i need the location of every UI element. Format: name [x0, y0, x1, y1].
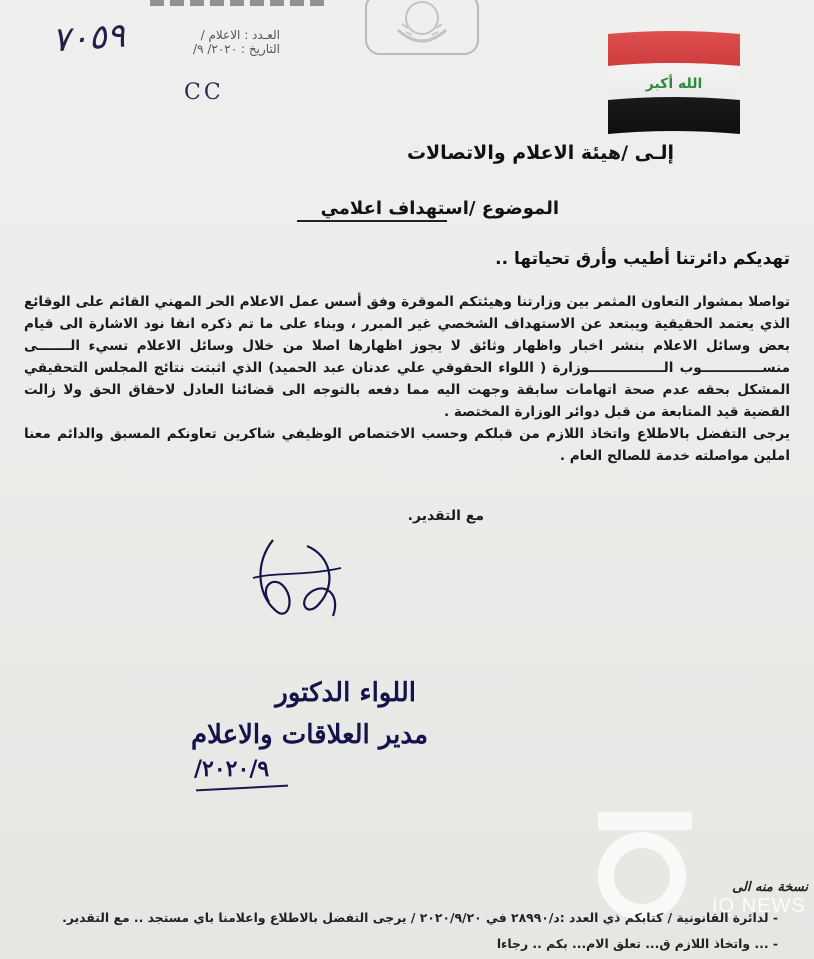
subject-line: الموضوع /استهداف اعلامي: [320, 198, 559, 219]
flag-inscription: الله أكبر: [645, 76, 703, 92]
copy-line-1: - لدائرة القانونية / كتابكم ذي العدد :د/٢٨٩٩٠ في ٢٠٢٠/٩/٢٠ / يرجى التفضل بالاطلاع واعلامنا باي مستجد .. مع التقدير.: [62, 910, 778, 925]
addressee: إلـى /هيئة الاعلام والاتصالات: [406, 142, 674, 164]
signature-date: ٢٠٢٠/٩/: [194, 756, 270, 782]
ministry-emblem-icon: [362, 0, 482, 58]
document-date-label: التاريخ : ٢٠٢٠/ ٩/: [193, 42, 280, 56]
handwritten-number: ٧٠٥٩: [50, 15, 127, 61]
body-paragraph-1: تواصلا بمشوار التعاون المثمر بين وزارتنا وهيئتكم الموقرة وفق أسس عمل الاعلام الحر المهني القائم على الوقائع الذي يعتمد الحقيقية ويبتعد عن الاستهداف الشخصي غير المبرر ، وبناء على ما تم ذكره انفا نود الاشارة الى قيام بعض وسائل الاعلام بنشر اخبار واظهار وثائق لا يجوز اظهارها اصلا من خلال وسائل الاعلام تسيء الـــــــى منســـــــــــــوب الــــــــــــــــوزارة ( اللواء الحقوقي علي عدنان عبد الحميد) الذي اثبتت نتائج المجلس التحقيقي المشكل بحقه عدم صحة اتهامات سابقة وجهت اليه مما دفعه بالتوجه الى قضائنا العادل لاحقاق الحق ولا زالت القضية قيد المتابعة من قبل دوائر الوزارة المختصة .: [24, 294, 790, 420]
body-paragraph-2: يرجى التفضل بالاطلاع واتخاذ اللازم من قبلكم وحسب الاختصاص الوظيفي شاكرين تعاونكم المسبق والدائم معنا املين مواصلته خدمة للصالح العام .: [24, 426, 790, 464]
copies-heading: نسخة منه الى: [732, 880, 808, 895]
copy-line-2: - ... واتخاذ اللازم ق... تعلق الام... بكم .. رجاءا: [496, 936, 778, 951]
letter-body: [24, 291, 790, 467]
iraq-flag-icon: [608, 30, 740, 134]
greeting: تهديكم دائرتنا أطيب وأرق تحياتها ..: [495, 249, 790, 269]
closing-phrase: مع التقدير.: [407, 508, 484, 524]
signatory-title: مدير العلاقات والاعلام: [190, 720, 428, 750]
signature-date-underline: [196, 785, 288, 792]
handwritten-cc: CC: [184, 80, 224, 105]
subject-underline: [297, 220, 447, 222]
watermark-text: IQ NEWS: [712, 895, 806, 917]
document-number-label: العـدد : الاعلام /: [200, 28, 280, 42]
top-header-fragment: [150, 0, 330, 8]
handwritten-signature: [245, 532, 355, 632]
signatory-rank: اللواء الدكتور: [275, 678, 416, 708]
